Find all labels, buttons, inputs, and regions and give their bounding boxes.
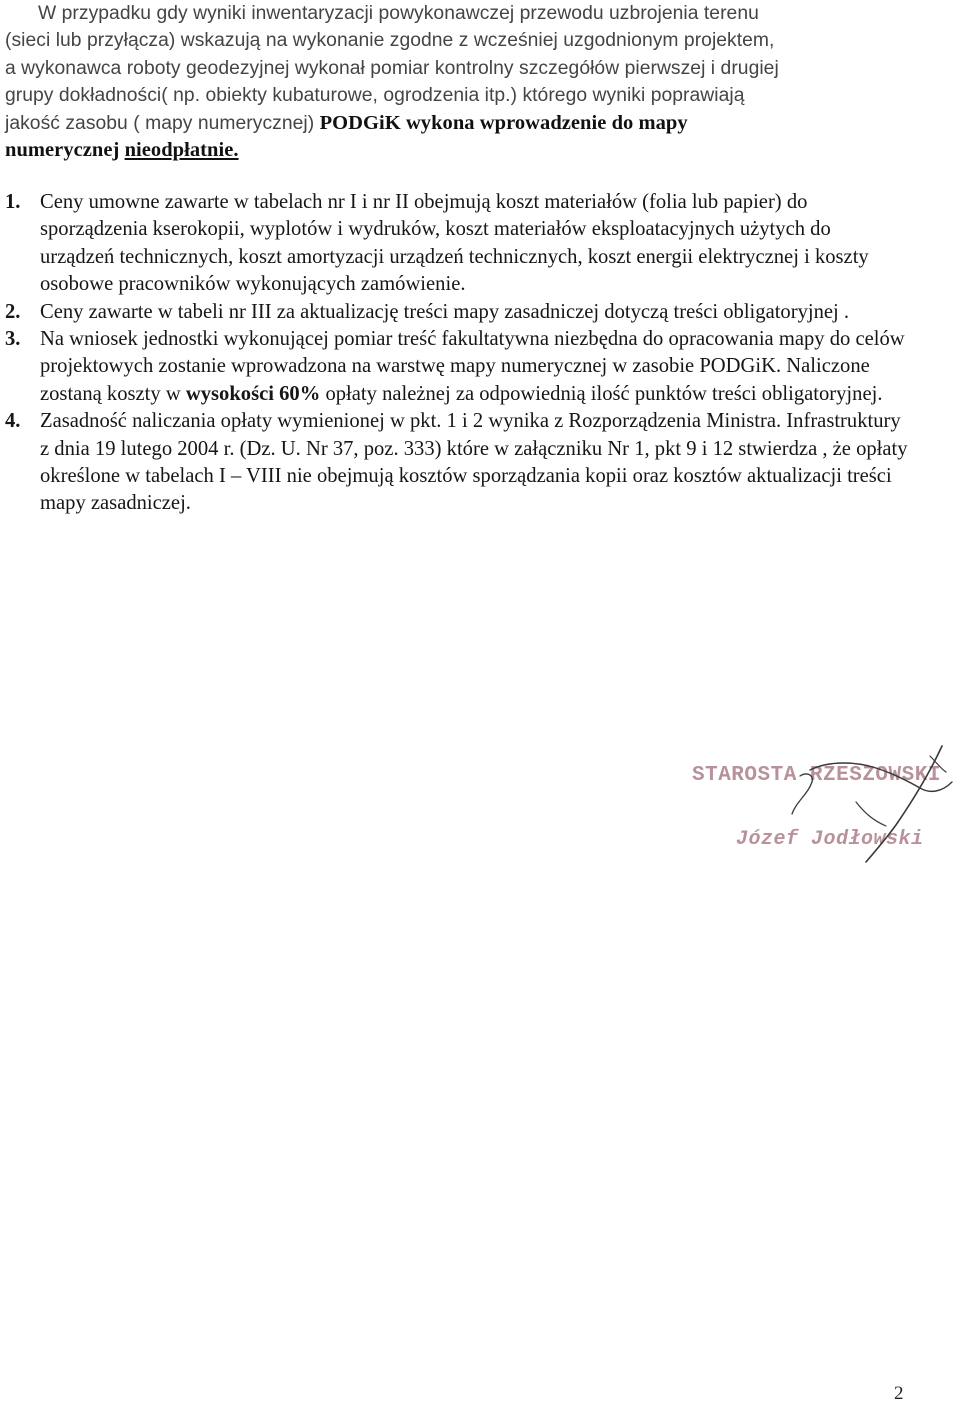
note-item-3 (5, 326, 910, 408)
handwritten-signature (680, 742, 960, 872)
numbered-notes-list (5, 189, 910, 518)
note-number-3: 3. (5, 328, 21, 351)
intro-line-5 (5, 110, 910, 137)
note-item-4 (5, 408, 910, 518)
intro-line-5-bold: PODGiK wykona wprowadzenie do mapy (319, 111, 688, 134)
signature-stroke-main (866, 746, 942, 862)
stamp-title: STAROSTA RZESZOWSKI (692, 764, 941, 787)
signature-stroke-hook (792, 774, 812, 814)
note-text-3-after: opłaty należnej za odpowiednią ilość punktów treści obligatoryjnej. (320, 382, 883, 405)
intro-line-3: a wykonawca roboty geodezyjnej wykonał pomiar kontrolny szczegółów pierwszej i drugiej (5, 57, 779, 79)
note-text-3-bold: wysokości 60% (185, 382, 321, 405)
intro-line-6-bold: numerycznej (5, 139, 125, 162)
intro-paragraph (5, 0, 910, 164)
intro-line-6 (5, 137, 910, 164)
note-text-2: Ceny zawarte w tabeli nr III za aktualizację treści mapy zasadniczej dotyczą treści obligatoryjnej . (40, 300, 850, 323)
note-number-1: 1. (5, 191, 21, 213)
signature-stroke-tail (856, 802, 886, 826)
note-text-3-before: Na wniosek jednostki wykonującej pomiar treść fakultatywna niezbędna do opracowania mapy do celów projektowych zostanie wprowadzona na warstwę mapy numerycznej w zasobie PODGiK. Naliczone zostaną koszty w (40, 328, 905, 405)
note-number-4: 4. (5, 410, 21, 433)
official-stamp (680, 742, 960, 872)
note-item-1 (5, 189, 910, 299)
note-number-2: 2. (5, 300, 21, 323)
intro-line-5-text: jakość zasobu ( mapy numerycznej) (5, 112, 320, 134)
stamp-name: Józef Jodłowski (736, 828, 924, 851)
note-item-2 (5, 299, 910, 326)
intro-line-2: (sieci lub przyłącza) wskazują na wykonanie zgodne z wcześniej uzgodnionym projektem, (5, 30, 775, 52)
intro-line-1: W przypadku gdy wyniki inwentaryzacji powykonawczej przewodu uzbrojenia terenu (38, 3, 759, 24)
intro-line-4: grupy dokładności( np. obiekty kubaturowe, ogrodzenia itp.) którego wyniki poprawiają (5, 85, 745, 107)
intro-line-6-underlined: nieodpłatnie. (124, 139, 239, 162)
page-number: 2 (894, 1383, 904, 1404)
note-text-1: Ceny umowne zawarte w tabelach nr I i nr II obejmują koszt materiałów (folia lub papier) do sporządzenia kserokopii, wyplotów i wydruków, koszt materiałów eksploatacyjnych użytych do urządzeń technicznych, koszt amortyzacji urządzeń technicznych, koszt energii elektrycznej i koszty osobowe pracowników wykonujących zamówienie. (40, 191, 869, 296)
note-text-4: Zasadność naliczania opłaty wymienionej w pkt. 1 i 2 wynika z Rozporządzenia Ministra. Infrastruktury z dnia 19 lutego 2004 r. (Dz. U. Nr 37, poz. 333) które w załączniku Nr 1, pkt 9 i 12 stwierdza , że opłaty określone w tabelach I – VIII nie obejmują kosztów sporządzania kopii oraz kosztów aktualizacji treści mapy zasadniczej. (40, 410, 908, 515)
